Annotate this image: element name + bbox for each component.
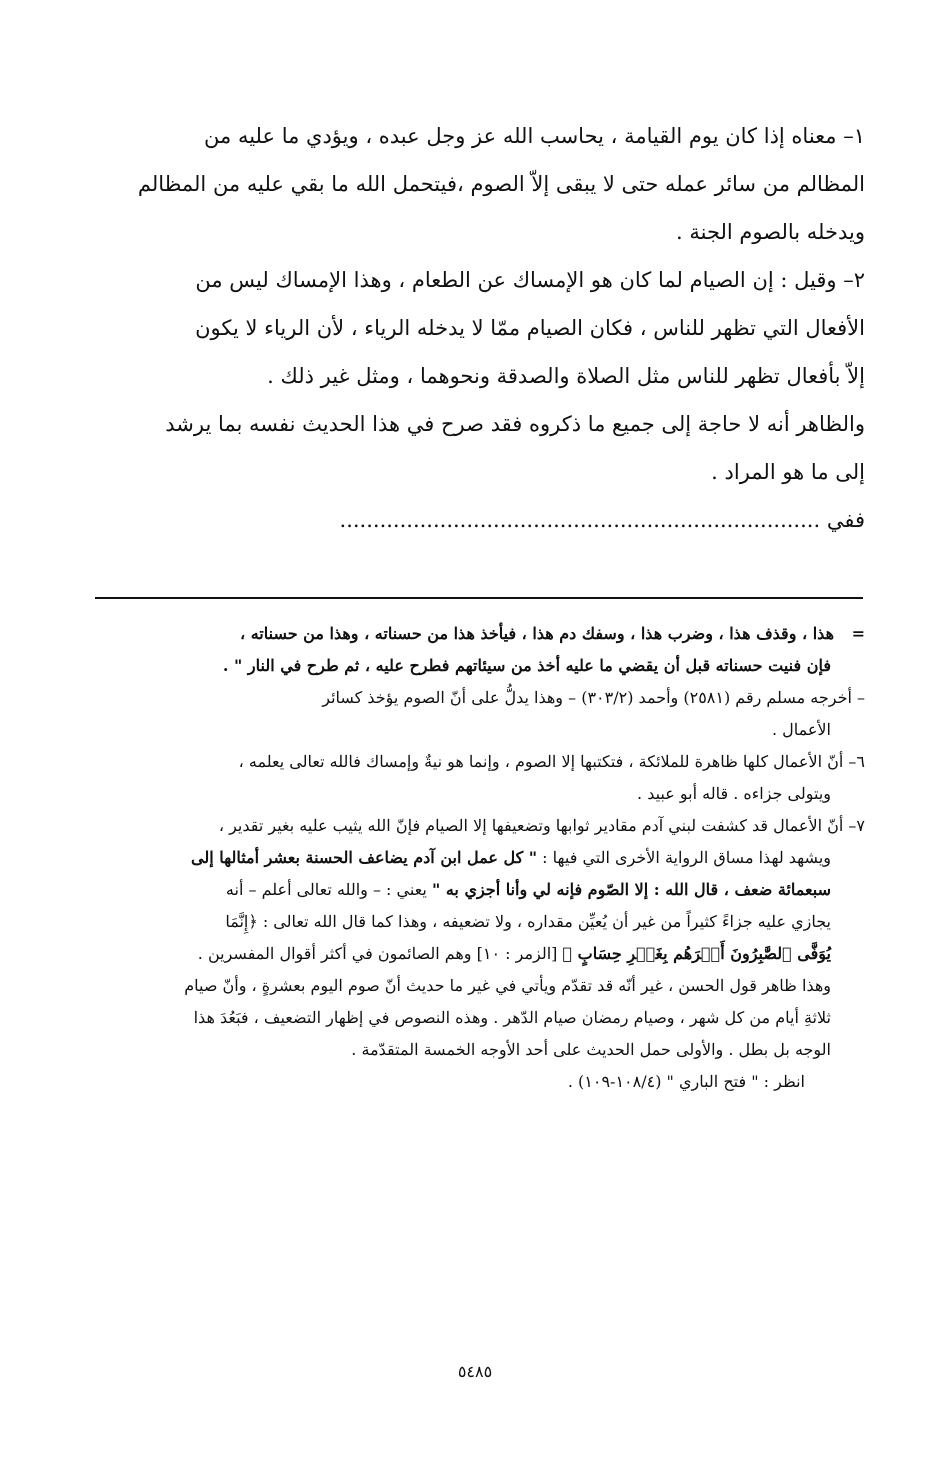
page-number: ٥٤٨٥	[457, 1362, 493, 1381]
paragraph-line-2: إلى ما هو المراد .	[711, 460, 865, 484]
note-6-line-1: ٦– أنّ الأعمال كلها ظاهرة للملائكة ، فتكتبها إلا الصوم ، وإنما هو نيةٌ وإمساك فالله تعالى يعلمه ،	[238, 752, 865, 771]
note-7-line-7: ثلاثةِ أيام من كل شهر ، وصيام رمضان صيام الدّهر . وهذه النصوص في إظهار التضعيف ، فبَعُدَ هذا	[193, 1008, 831, 1027]
note-7-line-3	[95, 874, 865, 906]
footnote-divider	[95, 597, 863, 599]
hadith-quote-start: " كل عمل ابن آدم يضاعف الحسنة بعشر أمثالها إلى	[191, 848, 538, 867]
takhrij-line-1: – أخرجه مسلم رقم (٢٥٨١) وأحمد (٣٠٣/٢) – وهذا يدلُّ على أنّ الصوم يؤخذ كسائر	[322, 688, 865, 707]
hadith-quote-end: سبعمائة ضعف ، قال الله : إلا الصّوم فإنه لي وأنا أجزي به "	[431, 880, 831, 899]
catchword-line	[95, 496, 865, 544]
item-2-line-3: إلاّ بأفعال تظهر للناس مثل الصلاة والصدقة ونحوهما ، ومثل غير ذلك .	[267, 364, 865, 388]
footnotes	[95, 618, 865, 1098]
item-2-line-1: ٢– وقيل : إن الصيام لما كان هو الإمساك عن الطعام ، وهذا الإمساك ليس من	[195, 268, 865, 292]
note-7-line-8: الوجه بل بطل . والأولى حمل الحديث على أحد الأوجه الخمسة المتقدّمة .	[351, 1040, 831, 1059]
footnote-continuation-line-2: فإن فنيت حسناته قبل أن يقضي ما عليه أخذ من سيئاتهم فطرح عليه ، ثم طرح في النار " .	[222, 656, 831, 675]
item-1-line-1: ١– معناه إذا كان يوم القيامة ، يحاسب الله عز وجل عبده ، ويؤدي ما عليه من	[204, 124, 865, 148]
note-6-line-2: ويتولى جزاءه . قاله أبو عبيد .	[637, 784, 831, 803]
note-7-line-5-plain: [الزمر : ١٠] وهم الصائمون في أكثر أقوال المفسرين .	[197, 944, 563, 963]
note-7-line-2	[95, 842, 865, 874]
note-7-line-5	[95, 938, 865, 970]
item-2-line-2: الأفعال التي تظهر للناس ، فكان الصيام ممّا لا يدخله الرياء ، لأن الرياء لا يكون	[195, 316, 865, 340]
item-1-line-3: ويدخله بالصوم الجنة .	[676, 220, 865, 244]
catchword: ففي	[826, 508, 865, 532]
paragraph-line-1: والظاهر أنه لا حاجة إلى جميع ما ذكروه فقد صرح في هذا الحديث نفسه بما يرشد	[165, 412, 865, 436]
leader-dots: ........................................................................	[339, 508, 821, 532]
note-7-line-2-plain: ويشهد لهذا مساق الرواية الأخرى التي فيها :	[537, 848, 831, 867]
item-1-line-2: المظالم من سائر عمله حتى لا يبقى إلاّ الصوم ،فيتحمل الله ما بقي عليه من المظالم	[137, 172, 865, 196]
note-7-line-3-plain: يعني : – والله تعالى أعلم – أنه	[225, 880, 432, 899]
note-7-line-6: وهذا ظاهر قول الحسن ، غير أنّه قد تقدّم ويأتي في غير ما حديث أنّ صوم اليوم بعشرةٍ ، وأنّ صيام	[184, 976, 831, 995]
main-text	[95, 112, 865, 544]
note-7-line-4: يجازي عليه جزاءً كثيراً من غير أن يُعيِّن مقداره ، ولا تضعيفه ، وهذا كما قال الله تعالى : ﴿إِنَّمَا	[225, 912, 831, 931]
note-7-line-1: ٧– أنّ الأعمال قد كشفت لبني آدم مقادير ثوابها وتضعيفها إلا الصيام فإنّ الله يثيب عليه بغير تقدير ،	[218, 816, 865, 835]
takhrij-line-2: الأعمال .	[771, 720, 831, 739]
reference-line: انظر : " فتح الباري " (١٠٨/٤-١٠٩) .	[567, 1072, 805, 1091]
footnote-continuation-text-1: هذا ، وقذف هذا ، وضرب هذا ، وسفك دم هذا ، فيأخذ هذا من حسناته ، وهذا من حسناته ،	[239, 624, 835, 643]
continuation-mark: =	[851, 624, 865, 643]
quran-verse: يُوَفَّى ٱلصَّٰبِرُونَ أَجۡرَهُم بِغَيۡرِ حِسَابٍ ﴾	[562, 944, 831, 963]
footnote-continuation-line-1	[95, 618, 865, 650]
